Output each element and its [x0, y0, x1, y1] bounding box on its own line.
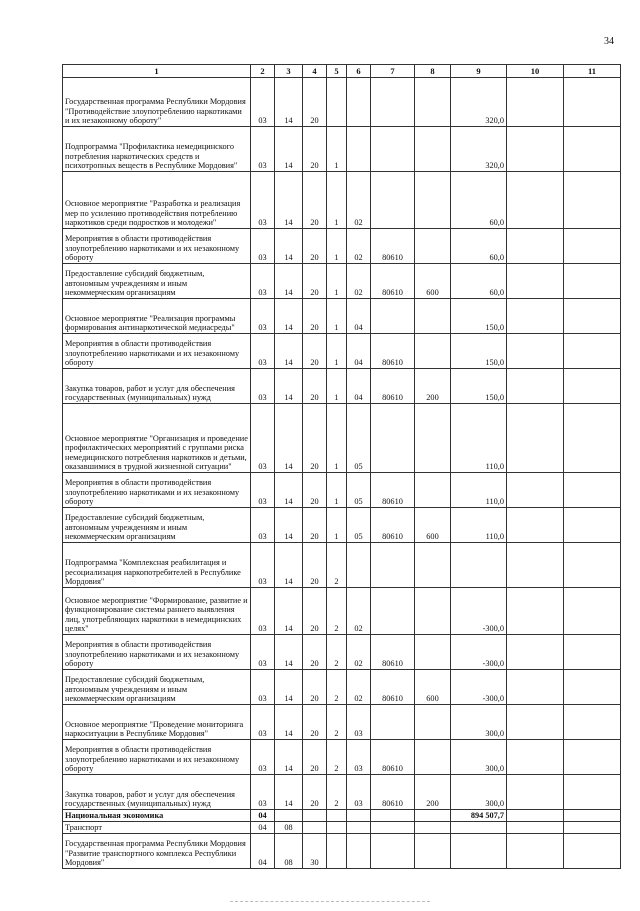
row-code-col-3: [275, 810, 303, 822]
row-empty-col-11: [564, 740, 621, 775]
row-amount: 300,0: [451, 705, 507, 740]
row-code-col-5: [327, 78, 347, 127]
row-code-col-8: [415, 740, 451, 775]
row-name: Транспорт: [63, 822, 251, 834]
row-empty-col-10: [507, 172, 564, 229]
row-code-col-2: 03: [251, 299, 275, 334]
row-code-col-7: [371, 172, 415, 229]
row-name: Государственная программа Республики Мордовия "Развитие транспортного комплекса Республики Мордовия": [63, 834, 251, 869]
row-code-col-7: 80610: [371, 740, 415, 775]
row-amount: 150,0: [451, 299, 507, 334]
row-name: Закупка товаров, работ и услуг для обеспечения государственных (муниципальных) нужд: [63, 775, 251, 810]
row-empty-col-10: [507, 670, 564, 705]
row-amount: 320,0: [451, 127, 507, 172]
row-code-col-8: 600: [415, 264, 451, 299]
row-code-col-4: 20: [303, 172, 327, 229]
row-code-col-7: 80610: [371, 229, 415, 264]
table-header-row: [63, 65, 621, 78]
row-code-col-3: 14: [275, 404, 303, 473]
row-code-col-5: 2: [327, 740, 347, 775]
row-empty-col-11: [564, 705, 621, 740]
column-header-3: 3: [275, 65, 303, 78]
row-empty-col-10: [507, 473, 564, 508]
row-empty-col-10: [507, 543, 564, 588]
row-code-col-5: 2: [327, 635, 347, 670]
row-code-col-8: [415, 127, 451, 172]
row-code-col-2: 03: [251, 635, 275, 670]
row-amount: 60,0: [451, 229, 507, 264]
row-code-col-7: 80610: [371, 635, 415, 670]
row-code-col-7: [371, 299, 415, 334]
row-code-col-7: [371, 588, 415, 635]
row-code-col-3: 14: [275, 172, 303, 229]
row-name: Мероприятия в области противодействия злоупотреблению наркотиками и их незаконному обороту: [63, 229, 251, 264]
row-code-col-5: 2: [327, 588, 347, 635]
row-code-col-3: 14: [275, 299, 303, 334]
row-code-col-6: 02: [347, 588, 371, 635]
row-amount: -300,0: [451, 635, 507, 670]
row-amount: -300,0: [451, 588, 507, 635]
row-code-col-5: 1: [327, 229, 347, 264]
row-code-col-5: 2: [327, 775, 347, 810]
row-empty-col-10: [507, 334, 564, 369]
row-empty-col-10: [507, 404, 564, 473]
row-name: Мероприятия в области противодействия злоупотреблению наркотиками и их незаконному обороту: [63, 635, 251, 670]
table-row: [63, 473, 621, 508]
row-amount: 60,0: [451, 172, 507, 229]
row-code-col-4: 20: [303, 635, 327, 670]
row-amount: 150,0: [451, 369, 507, 404]
row-code-col-6: [347, 834, 371, 869]
row-code-col-4: 20: [303, 404, 327, 473]
row-code-col-2: 03: [251, 264, 275, 299]
row-code-col-5: 1: [327, 172, 347, 229]
row-code-col-7: 80610: [371, 369, 415, 404]
row-code-col-4: 20: [303, 127, 327, 172]
row-code-col-5: [327, 834, 347, 869]
row-code-col-8: [415, 635, 451, 670]
row-empty-col-11: [564, 369, 621, 404]
row-amount: 894 507,7: [451, 810, 507, 822]
table-row: [63, 834, 621, 869]
row-code-col-5: 1: [327, 299, 347, 334]
row-empty-col-10: [507, 369, 564, 404]
row-code-col-2: 03: [251, 775, 275, 810]
row-code-col-3: 14: [275, 588, 303, 635]
row-amount: 300,0: [451, 775, 507, 810]
row-code-col-2: 03: [251, 740, 275, 775]
row-code-col-6: 04: [347, 334, 371, 369]
row-empty-col-10: [507, 508, 564, 543]
row-empty-col-11: [564, 473, 621, 508]
row-code-col-2: 03: [251, 172, 275, 229]
row-name: Основное мероприятие "Проведение мониторинга наркоситуации в Республике Мордовия": [63, 705, 251, 740]
row-empty-col-10: [507, 127, 564, 172]
row-code-col-7: 80610: [371, 775, 415, 810]
column-header-5: 5: [327, 65, 347, 78]
row-code-col-4: 20: [303, 588, 327, 635]
table-row: [63, 822, 621, 834]
row-amount: [451, 543, 507, 588]
row-amount: 300,0: [451, 740, 507, 775]
table-row: [63, 127, 621, 172]
row-code-col-5: 1: [327, 369, 347, 404]
row-code-col-6: 05: [347, 508, 371, 543]
table-row: [63, 775, 621, 810]
row-code-col-6: [347, 127, 371, 172]
row-code-col-8: [415, 229, 451, 264]
row-code-col-3: 14: [275, 334, 303, 369]
row-code-col-4: 20: [303, 473, 327, 508]
row-empty-col-11: [564, 810, 621, 822]
row-code-col-4: 20: [303, 229, 327, 264]
row-code-col-6: 05: [347, 473, 371, 508]
row-empty-col-11: [564, 775, 621, 810]
row-code-col-8: 600: [415, 670, 451, 705]
row-code-col-3: 14: [275, 740, 303, 775]
row-empty-col-11: [564, 172, 621, 229]
row-code-col-7: [371, 404, 415, 473]
row-code-col-6: [347, 543, 371, 588]
row-code-col-6: 03: [347, 775, 371, 810]
row-code-col-7: 80610: [371, 264, 415, 299]
row-name: Подпрограмма "Профилактика немедицинского потребления наркотических средств и психотропных веществ в Республике Мордовия": [63, 127, 251, 172]
row-name: Мероприятия в области противодействия злоупотреблению наркотиками и их незаконному обороту: [63, 740, 251, 775]
table-row: [63, 588, 621, 635]
row-code-col-2: 03: [251, 229, 275, 264]
row-empty-col-10: [507, 229, 564, 264]
column-header-6: 6: [347, 65, 371, 78]
row-name: Подпрограмма "Комплексная реабилитация и ресоциализация наркопотребителей в Республике Мордовия": [63, 543, 251, 588]
row-code-col-7: [371, 705, 415, 740]
row-name: Предоставление субсидий бюджетным, автономным учреждениям и иным некоммерческим организациям: [63, 670, 251, 705]
row-code-col-4: 20: [303, 299, 327, 334]
table-row: [63, 740, 621, 775]
row-empty-col-11: [564, 834, 621, 869]
row-code-col-4: [303, 822, 327, 834]
row-amount: 110,0: [451, 473, 507, 508]
row-code-col-4: 30: [303, 834, 327, 869]
row-code-col-3: 14: [275, 369, 303, 404]
column-header-2: 2: [251, 65, 275, 78]
table-row: [63, 229, 621, 264]
row-code-col-7: [371, 822, 415, 834]
row-code-col-6: [347, 810, 371, 822]
row-name: Закупка товаров, работ и услуг для обеспечения государственных (муниципальных) нужд: [63, 369, 251, 404]
row-amount: 320,0: [451, 78, 507, 127]
table-row: [63, 635, 621, 670]
row-code-col-7: [371, 834, 415, 869]
column-header-8: 8: [415, 65, 451, 78]
row-name: Государственная программа Республики Мордовия "Противодействие злоупотреблению наркотиками и их незаконному обороту": [63, 78, 251, 127]
table-row: [63, 543, 621, 588]
row-code-col-7: [371, 810, 415, 822]
row-code-col-6: 02: [347, 172, 371, 229]
table-row: [63, 810, 621, 822]
row-code-col-3: 14: [275, 264, 303, 299]
row-empty-col-10: [507, 834, 564, 869]
page-bottom-artifact: [230, 901, 430, 902]
row-empty-col-10: [507, 740, 564, 775]
row-code-col-8: [415, 822, 451, 834]
row-code-col-3: 14: [275, 775, 303, 810]
row-code-col-5: 2: [327, 543, 347, 588]
row-empty-col-11: [564, 334, 621, 369]
row-code-col-5: 1: [327, 334, 347, 369]
table-row: [63, 670, 621, 705]
row-code-col-6: 04: [347, 369, 371, 404]
row-code-col-6: 04: [347, 299, 371, 334]
row-code-col-2: 03: [251, 127, 275, 172]
table-row: [63, 334, 621, 369]
row-code-col-8: [415, 834, 451, 869]
row-code-col-4: [303, 810, 327, 822]
row-empty-col-11: [564, 543, 621, 588]
row-code-col-5: 2: [327, 670, 347, 705]
row-empty-col-10: [507, 588, 564, 635]
row-code-col-3: 14: [275, 508, 303, 543]
row-code-col-4: 20: [303, 705, 327, 740]
table-row: [63, 369, 621, 404]
row-amount: 60,0: [451, 264, 507, 299]
row-code-col-8: [415, 172, 451, 229]
row-amount: 110,0: [451, 508, 507, 543]
row-code-col-3: 14: [275, 543, 303, 588]
row-code-col-3: 14: [275, 127, 303, 172]
row-code-col-3: 14: [275, 705, 303, 740]
column-header-9: 9: [451, 65, 507, 78]
row-code-col-2: 03: [251, 705, 275, 740]
row-code-col-2: 03: [251, 670, 275, 705]
row-code-col-8: 200: [415, 775, 451, 810]
row-code-col-5: 1: [327, 473, 347, 508]
row-code-col-7: 80610: [371, 508, 415, 543]
row-code-col-6: 02: [347, 635, 371, 670]
row-empty-col-10: [507, 705, 564, 740]
row-code-col-5: [327, 810, 347, 822]
row-code-col-8: [415, 705, 451, 740]
row-empty-col-10: [507, 810, 564, 822]
table-row: [63, 508, 621, 543]
row-code-col-5: 1: [327, 127, 347, 172]
row-code-col-5: 1: [327, 264, 347, 299]
table-row: [63, 264, 621, 299]
row-empty-col-11: [564, 78, 621, 127]
row-code-col-8: [415, 404, 451, 473]
row-code-col-4: 20: [303, 369, 327, 404]
row-amount: 150,0: [451, 334, 507, 369]
column-header-11: 11: [564, 65, 621, 78]
row-empty-col-10: [507, 635, 564, 670]
row-code-col-8: [415, 334, 451, 369]
row-code-col-3: 14: [275, 78, 303, 127]
row-code-col-6: [347, 78, 371, 127]
row-amount: [451, 834, 507, 869]
column-header-7: 7: [371, 65, 415, 78]
row-amount: -300,0: [451, 670, 507, 705]
row-empty-col-10: [507, 299, 564, 334]
row-code-col-2: 04: [251, 810, 275, 822]
row-name: Мероприятия в области противодействия злоупотреблению наркотиками и их незаконному обороту: [63, 334, 251, 369]
row-code-col-2: 03: [251, 543, 275, 588]
row-code-col-3: 08: [275, 822, 303, 834]
row-code-col-7: [371, 543, 415, 588]
row-name: Основное мероприятие "Разработка и реализация мер по усилению противодействия потреблению наркотиков среди подростков и молодежи": [63, 172, 251, 229]
page-number: 34: [604, 36, 614, 47]
row-code-col-5: [327, 822, 347, 834]
row-name: Основное мероприятие "Организация и проведение профилактических мероприятий с группами риска немедицинского потребления наркотиков и детьми, оказавшимися в трудной жизненной ситуации": [63, 404, 251, 473]
row-name: Национальная экономика: [63, 810, 251, 822]
row-code-col-2: 03: [251, 369, 275, 404]
row-empty-col-11: [564, 670, 621, 705]
row-code-col-6: 03: [347, 740, 371, 775]
table-row: [63, 705, 621, 740]
row-name: Основное мероприятие "Реализация программы формирования антинаркотической медиасреды": [63, 299, 251, 334]
row-code-col-4: 20: [303, 264, 327, 299]
row-empty-col-11: [564, 229, 621, 264]
row-code-col-3: 14: [275, 635, 303, 670]
row-code-col-8: [415, 543, 451, 588]
row-code-col-8: [415, 588, 451, 635]
row-code-col-2: 04: [251, 822, 275, 834]
row-code-col-4: 20: [303, 508, 327, 543]
row-empty-col-11: [564, 822, 621, 834]
row-code-col-3: 14: [275, 229, 303, 264]
row-code-col-8: [415, 810, 451, 822]
row-code-col-6: 02: [347, 229, 371, 264]
row-code-col-2: 03: [251, 334, 275, 369]
row-code-col-5: 1: [327, 508, 347, 543]
row-empty-col-11: [564, 588, 621, 635]
column-header-4: 4: [303, 65, 327, 78]
row-empty-col-11: [564, 508, 621, 543]
table-row: [63, 78, 621, 127]
row-empty-col-10: [507, 822, 564, 834]
row-code-col-3: 08: [275, 834, 303, 869]
row-code-col-2: 03: [251, 404, 275, 473]
row-name: Мероприятия в области противодействия злоупотреблению наркотиками и их незаконному обороту: [63, 473, 251, 508]
row-code-col-4: 20: [303, 740, 327, 775]
row-code-col-7: 80610: [371, 473, 415, 508]
budget-table: [62, 64, 621, 869]
row-code-col-4: 20: [303, 775, 327, 810]
column-header-10: 10: [507, 65, 564, 78]
row-amount: [451, 822, 507, 834]
row-code-col-2: 03: [251, 473, 275, 508]
row-empty-col-10: [507, 78, 564, 127]
row-code-col-2: 03: [251, 508, 275, 543]
table-row: [63, 299, 621, 334]
table-row: [63, 404, 621, 473]
row-code-col-7: 80610: [371, 334, 415, 369]
row-name: Основное мероприятие "Формирование, развитие и функционирование системы раннего выявления лиц, употребляющих наркотики в немедицинских целях": [63, 588, 251, 635]
row-code-col-3: 14: [275, 473, 303, 508]
row-code-col-8: 600: [415, 508, 451, 543]
row-name: Предоставление субсидий бюджетным, автономным учреждениям и иным некоммерческим организациям: [63, 508, 251, 543]
row-code-col-6: 05: [347, 404, 371, 473]
row-code-col-7: 80610: [371, 670, 415, 705]
row-code-col-5: 2: [327, 705, 347, 740]
row-code-col-8: [415, 78, 451, 127]
row-code-col-6: 02: [347, 670, 371, 705]
row-code-col-2: 03: [251, 78, 275, 127]
row-empty-col-10: [507, 775, 564, 810]
row-code-col-2: 03: [251, 588, 275, 635]
row-code-col-4: 20: [303, 543, 327, 588]
row-empty-col-11: [564, 127, 621, 172]
row-code-col-8: 200: [415, 369, 451, 404]
row-code-col-8: [415, 299, 451, 334]
row-empty-col-11: [564, 264, 621, 299]
row-empty-col-11: [564, 404, 621, 473]
row-empty-col-10: [507, 264, 564, 299]
row-code-col-6: [347, 822, 371, 834]
row-code-col-6: 02: [347, 264, 371, 299]
row-name: Предоставление субсидий бюджетным, автономным учреждениям и иным некоммерческим организациям: [63, 264, 251, 299]
row-code-col-4: 20: [303, 334, 327, 369]
row-code-col-6: 03: [347, 705, 371, 740]
row-amount: 110,0: [451, 404, 507, 473]
table-row: [63, 172, 621, 229]
row-empty-col-11: [564, 299, 621, 334]
row-code-col-5: 1: [327, 404, 347, 473]
row-code-col-4: 20: [303, 670, 327, 705]
row-code-col-8: [415, 473, 451, 508]
row-code-col-4: 20: [303, 78, 327, 127]
row-code-col-2: 04: [251, 834, 275, 869]
row-code-col-7: [371, 78, 415, 127]
row-code-col-3: 14: [275, 670, 303, 705]
row-code-col-7: [371, 127, 415, 172]
row-empty-col-11: [564, 635, 621, 670]
column-header-1: 1: [63, 65, 251, 78]
